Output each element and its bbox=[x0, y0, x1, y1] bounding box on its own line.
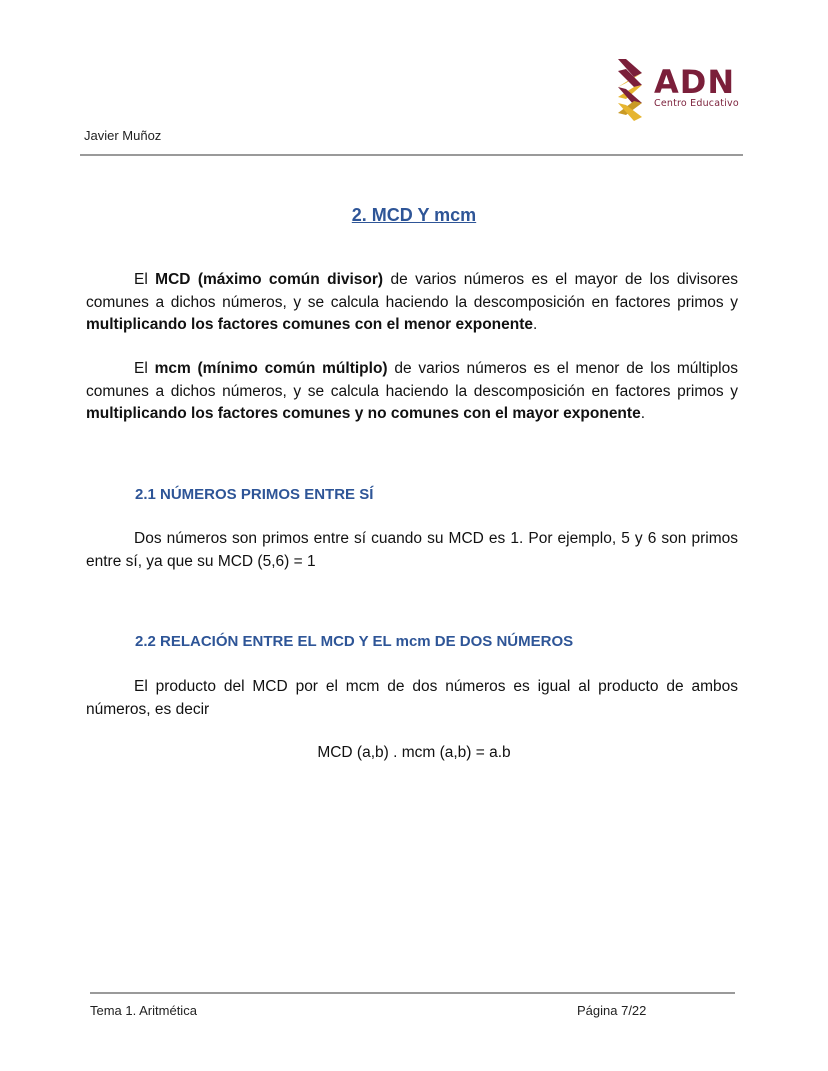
text: El bbox=[134, 360, 155, 377]
text: Dos números son primos entre sí cuando su MCD es 1. Por ejemplo, 5 y 6 son primos entre sí, ya que su MCD (5,6) = 1 bbox=[86, 530, 738, 570]
logo bbox=[612, 57, 742, 123]
footer-topic: Tema 1. Aritmética bbox=[90, 1003, 197, 1018]
logo-wordmark: ADN bbox=[654, 63, 736, 101]
coprime-paragraph bbox=[86, 528, 738, 573]
subsection-heading-2-2: 2.2 RELACIÓN ENTRE EL MCD Y EL mcm DE DOS NÚMEROS bbox=[135, 633, 574, 650]
text: de varios números es el mayor de los divisores comunes a dichos números, y se calcula haciendo la descomposición en factores primos y bbox=[86, 271, 738, 311]
mcm-definition-paragraph bbox=[86, 358, 738, 426]
text: de varios números es el menor de los múltiplos comunes a dichos números, y se calcula haciendo la descomposición en factores primos y bbox=[86, 360, 738, 400]
dna-helix-icon bbox=[612, 57, 652, 123]
mcd-rule: multiplicando los factores comunes con el menor exponente bbox=[86, 316, 534, 333]
mcd-term: MCD (máximo común divisor) bbox=[155, 271, 384, 288]
text: El bbox=[134, 271, 156, 288]
header-divider bbox=[80, 154, 743, 156]
mcm-rule: multiplicando los factores comunes y no comunes con el mayor exponente bbox=[86, 405, 641, 422]
relation-paragraph bbox=[86, 676, 738, 721]
text: . bbox=[533, 316, 538, 333]
mcd-definition-paragraph bbox=[86, 269, 738, 337]
logo-subtitle: Centro Educativo bbox=[654, 98, 739, 109]
header-author: Javier Muñoz bbox=[84, 128, 162, 143]
mcm-term: mcm (mínimo común múltiplo) bbox=[154, 360, 388, 377]
text: El producto del MCD por el mcm de dos números es igual al producto de ambos números, es decir bbox=[86, 678, 738, 718]
formula: MCD (a,b) . mcm (a,b) = a.b bbox=[317, 744, 511, 761]
subsection-heading-2-1: 2.1 NÚMEROS PRIMOS ENTRE SÍ bbox=[135, 486, 374, 503]
page-number: Página 7/22 bbox=[577, 1003, 647, 1018]
footer-divider bbox=[90, 992, 735, 994]
text: . bbox=[640, 405, 645, 422]
section-title: 2. MCD Y mcm bbox=[351, 205, 477, 225]
